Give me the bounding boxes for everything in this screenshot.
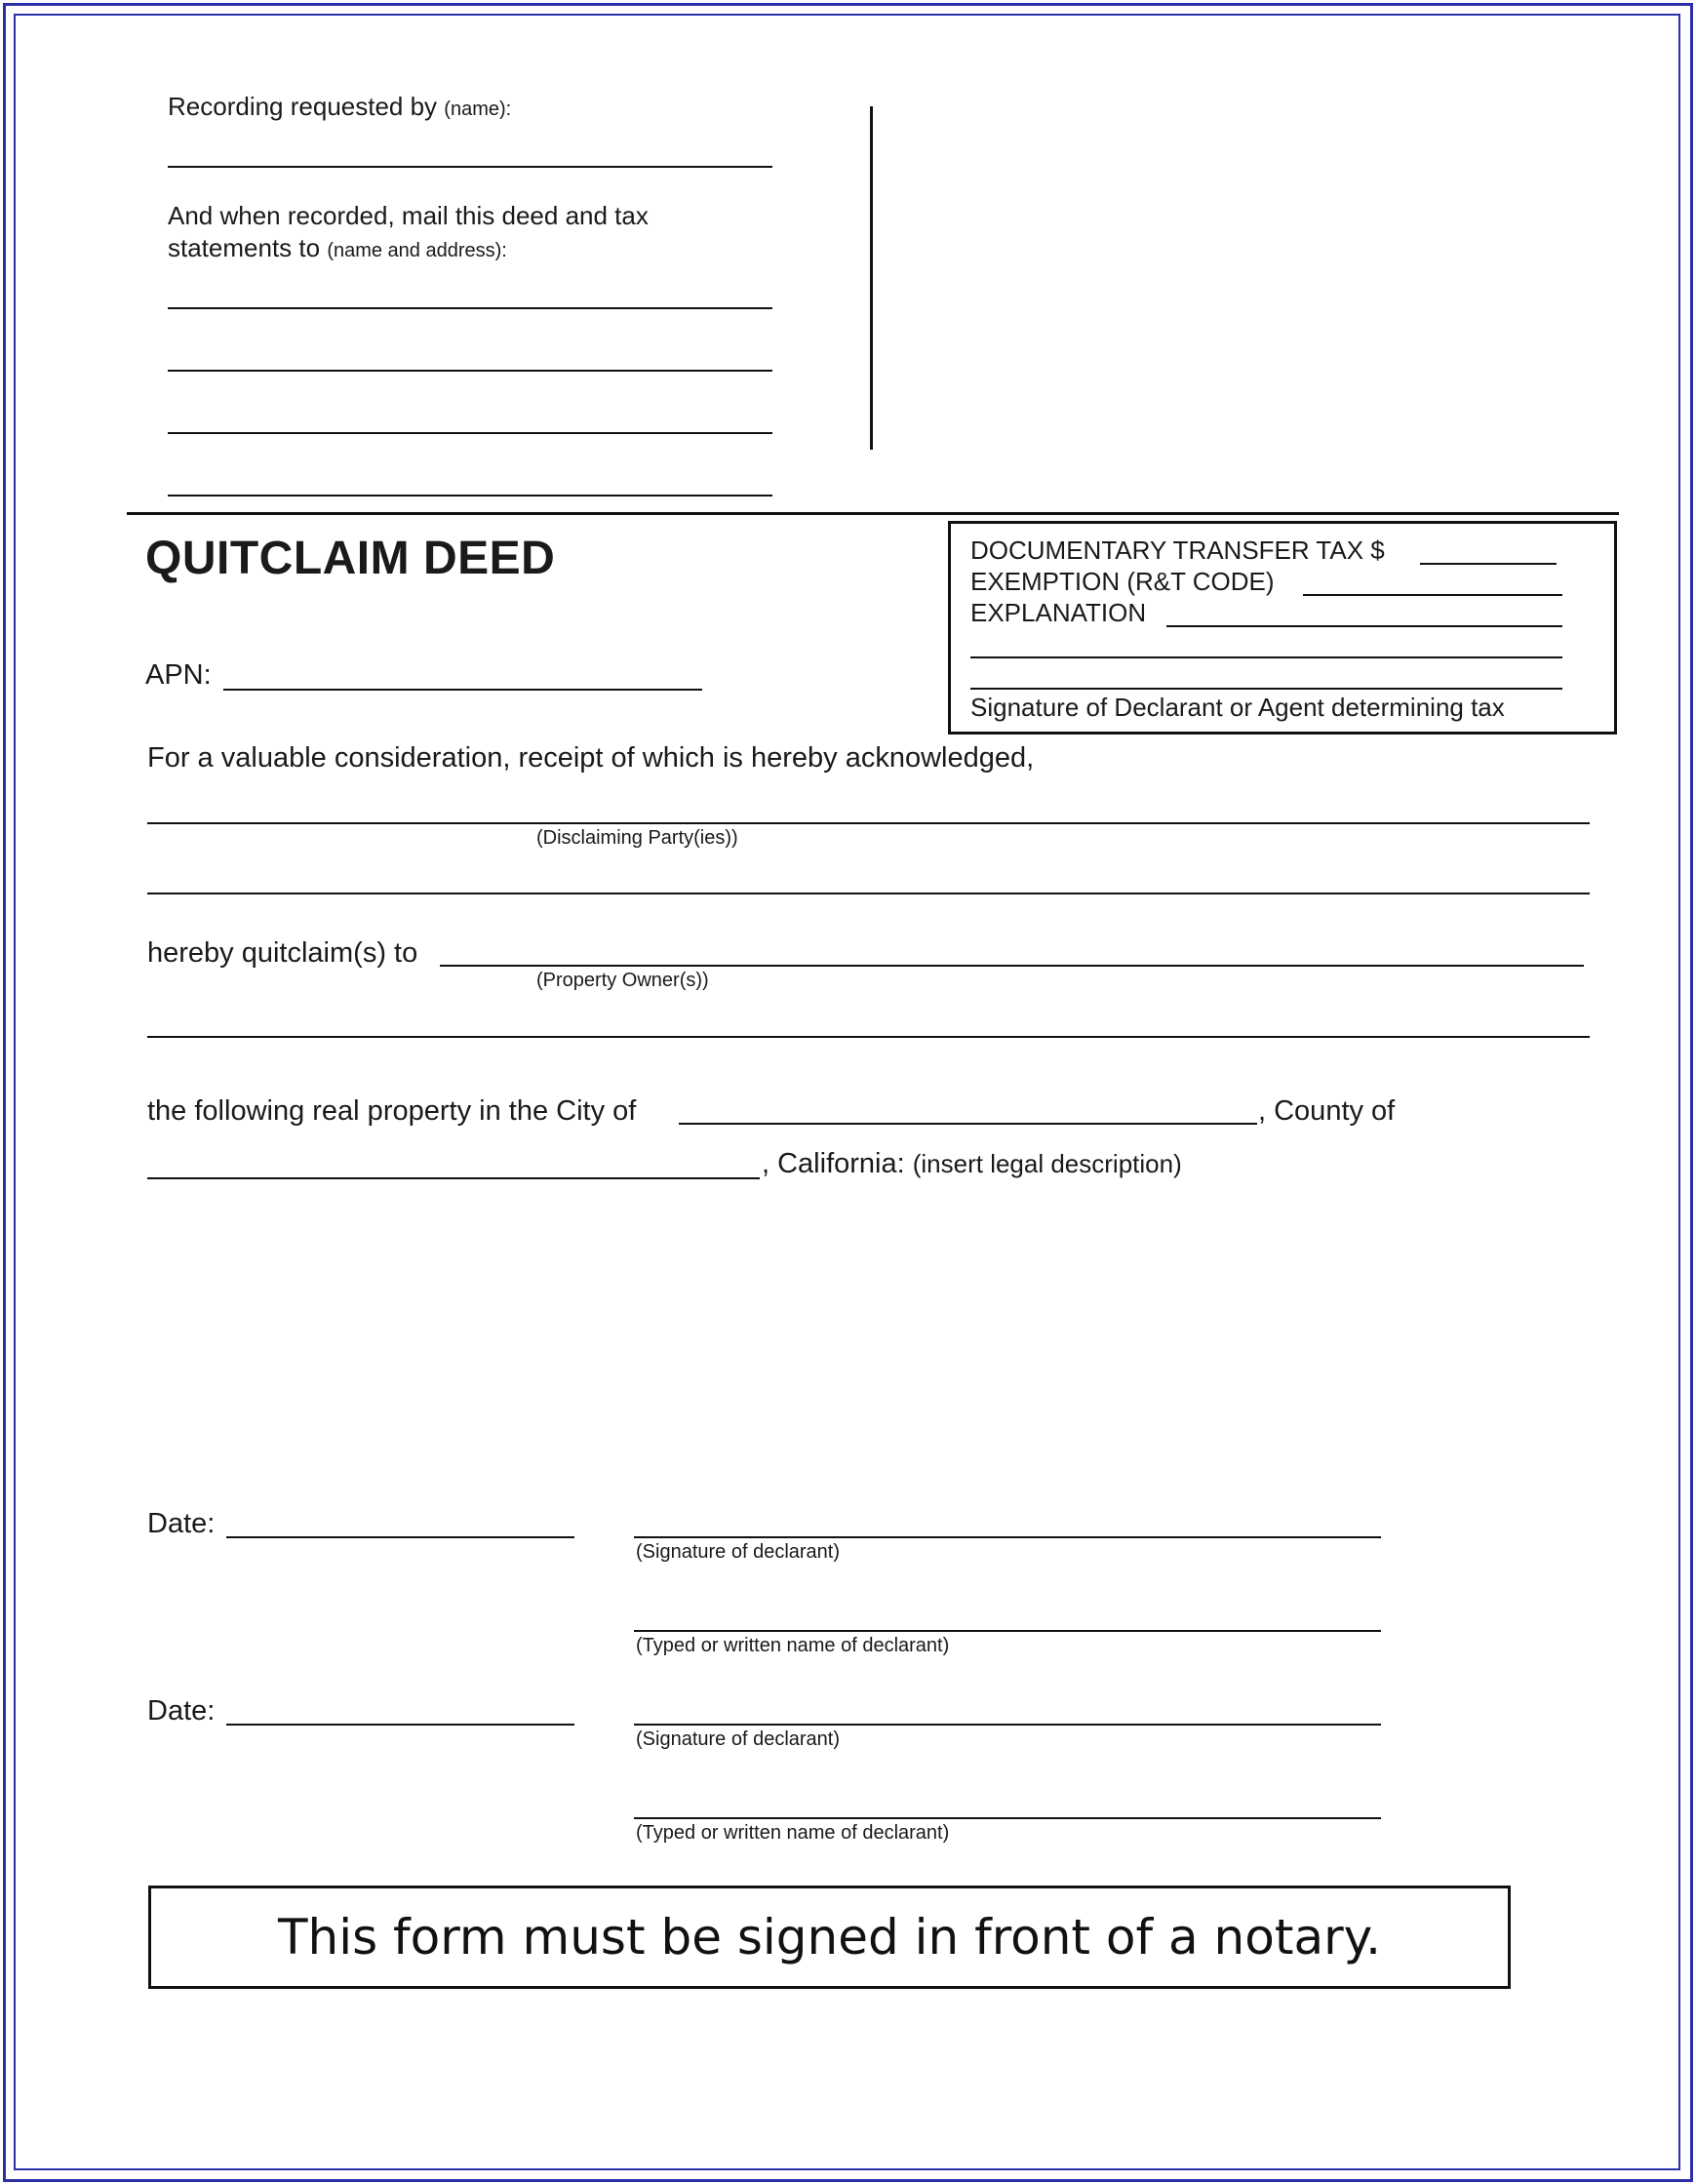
notary-notice-box	[148, 1886, 1511, 1989]
explanation-line-2[interactable]	[970, 656, 1562, 658]
mail-address-line-1[interactable]	[168, 307, 772, 309]
property-owner-caption: (Property Owner(s))	[536, 970, 709, 991]
recording-requested-label: Recording requested by (name):	[168, 92, 512, 121]
property-owner-line[interactable]	[440, 965, 1584, 967]
notary-notice-text: This form must be signed in front of a notary.	[277, 1909, 1381, 1966]
mail-address-line-2[interactable]	[168, 370, 772, 372]
property-owner-line-2[interactable]	[147, 1036, 1590, 1038]
tax-amount-label: DOCUMENTARY TRANSFER TAX $	[970, 536, 1385, 565]
consideration-text: For a valuable consideration, receipt of which is hereby acknowledged,	[147, 742, 1035, 774]
explanation-line-1[interactable]	[1166, 625, 1562, 627]
disclaiming-party-line-2[interactable]	[147, 893, 1590, 894]
tax-amount-line[interactable]	[1420, 563, 1557, 565]
state-label: , California: (insert legal description)	[762, 1148, 1182, 1179]
date-line-1[interactable]	[226, 1536, 574, 1538]
signature-caption-2: (Signature of declarant)	[636, 1728, 841, 1750]
apn-line[interactable]	[223, 689, 702, 691]
disclaiming-party-caption: (Disclaiming Party(ies))	[536, 827, 738, 849]
mail-to-line2: statements to (name and address):	[168, 233, 507, 262]
mail-address-line-4[interactable]	[168, 495, 772, 496]
exemption-line[interactable]	[1303, 594, 1562, 596]
mail-to-line1: And when recorded, mail this deed and tax	[168, 201, 649, 230]
document-title: QUITCLAIM DEED	[145, 533, 556, 584]
mail-address-line-3[interactable]	[168, 432, 772, 434]
name-line-2[interactable]	[634, 1817, 1381, 1819]
exemption-label: EXEMPTION (R&T CODE)	[970, 567, 1275, 596]
transfer-tax-box	[948, 521, 1617, 735]
date-line-2[interactable]	[226, 1724, 574, 1726]
disclaiming-party-line[interactable]	[147, 822, 1590, 824]
signature-line-2[interactable]	[634, 1724, 1381, 1726]
date-label-2: Date:	[147, 1695, 216, 1727]
name-caption-2: (Typed or written name of declarant)	[636, 1822, 950, 1844]
county-line[interactable]	[147, 1177, 760, 1179]
page-border-inner	[14, 14, 1680, 2170]
quitclaim-label: hereby quitclaim(s) to	[147, 937, 418, 969]
name-caption-1: (Typed or written name of declarant)	[636, 1635, 950, 1656]
explanation-line-3[interactable]	[970, 688, 1562, 690]
recorder-area-divider	[870, 106, 873, 450]
declarant-signature-label: Signature of Declarant or Agent determining tax	[970, 693, 1505, 722]
name-line-1[interactable]	[634, 1630, 1381, 1632]
city-line[interactable]	[679, 1123, 1257, 1125]
header-separator	[127, 512, 1619, 515]
mail-to-hint: (name and address):	[327, 240, 507, 261]
date-label-1: Date:	[147, 1508, 216, 1539]
explanation-label: EXPLANATION	[970, 598, 1147, 627]
recording-requested-line[interactable]	[168, 166, 772, 168]
signature-caption-1: (Signature of declarant)	[636, 1541, 841, 1563]
legal-description-hint: (insert legal description)	[912, 1149, 1182, 1178]
apn-label: APN:	[145, 659, 212, 691]
recording-requested-hint: (name):	[444, 99, 512, 120]
county-label: , County of	[1258, 1095, 1396, 1127]
property-city-label: the following real property in the City of	[147, 1095, 637, 1127]
signature-line-1[interactable]	[634, 1536, 1381, 1538]
